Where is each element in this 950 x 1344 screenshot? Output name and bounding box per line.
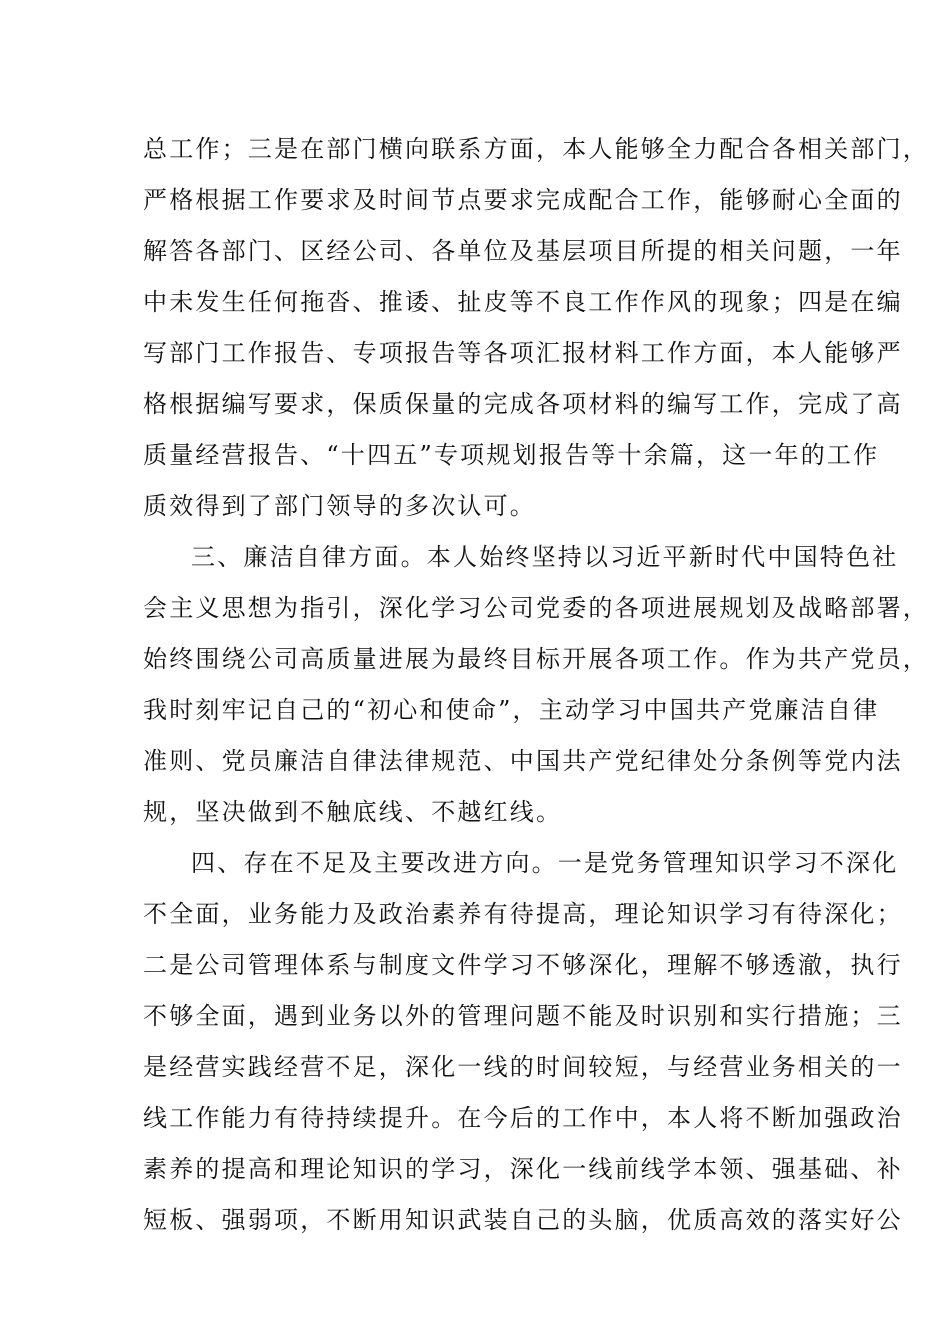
text-line: 是经营实践经营不足，深化一线的时间较短，与经营业务相关的一 <box>143 1053 903 1081</box>
text-line: 严格根据工作要求及时间节点要求完成配合工作，能够耐心全面的 <box>143 186 903 214</box>
text-line: 中未发生任何拖沓、推诿、扯皮等不良工作作风的现象；四是在编 <box>143 288 903 316</box>
text-line: 始终围绕公司高质量进展为最终目标开展各项工作。作为共产党员， <box>143 645 929 673</box>
text-line: 线工作能力有待持续提升。在今后的工作中，本人将不断加强政治 <box>143 1104 903 1132</box>
text-line: 写部门工作报告、专项报告等各项汇报材料工作方面，本人能够严 <box>143 339 903 367</box>
text-line: 准则、党员廉洁自律法律规范、中国共产党纪律处分条例等党内法 <box>143 747 903 775</box>
text-line: 二是公司管理体系与制度文件学习不够深化，理解不够透澈，执行 <box>143 951 903 979</box>
text-line: 会主义思想为指引，深化学习公司党委的各项进展规划及战略部署， <box>143 594 929 622</box>
text-line: 不全面，业务能力及政治素养有待提高，理论知识学习有待深化； <box>143 900 903 928</box>
text-line: 我时刻牢记自己的“初心和使命”，主动学习中国共产党廉洁自律 <box>143 696 880 724</box>
text-line: 总工作；三是在部门横向联系方面，本人能够全力配合各相关部门， <box>143 135 929 163</box>
section-heading-line: 四、存在不足及主要改进方向。一是党务管理知识学习不深化 <box>191 849 899 877</box>
text-line: 格根据编写要求，保质保量的完成各项材料的编写工作，完成了高 <box>143 390 903 418</box>
section-heading-line: 三、廉洁自律方面。本人始终坚持以习近平新时代中国特色社 <box>191 543 899 571</box>
text-line: 质效得到了部门领导的多次认可。 <box>143 492 536 520</box>
text-line: 质量经营报告、“十四五”专项规划报告等十余篇，这一年的工作 <box>143 441 880 469</box>
text-line: 解答各部门、区经公司、各单位及基层项目所提的相关问题，一年 <box>143 237 903 265</box>
text-line: 不够全面，遇到业务以外的管理问题不能及时识别和实行措施；三 <box>143 1002 903 1030</box>
text-line: 素养的提高和理论知识的学习，深化一线前线学本领、强基础、补 <box>143 1155 903 1183</box>
text-line: 短板、强弱项，不断用知识武装自己的头脑，优质高效的落实好公 <box>143 1206 903 1234</box>
body-text <box>143 124 929 1246</box>
text-line: 规，坚决做到不触底线、不越红线。 <box>143 798 563 826</box>
